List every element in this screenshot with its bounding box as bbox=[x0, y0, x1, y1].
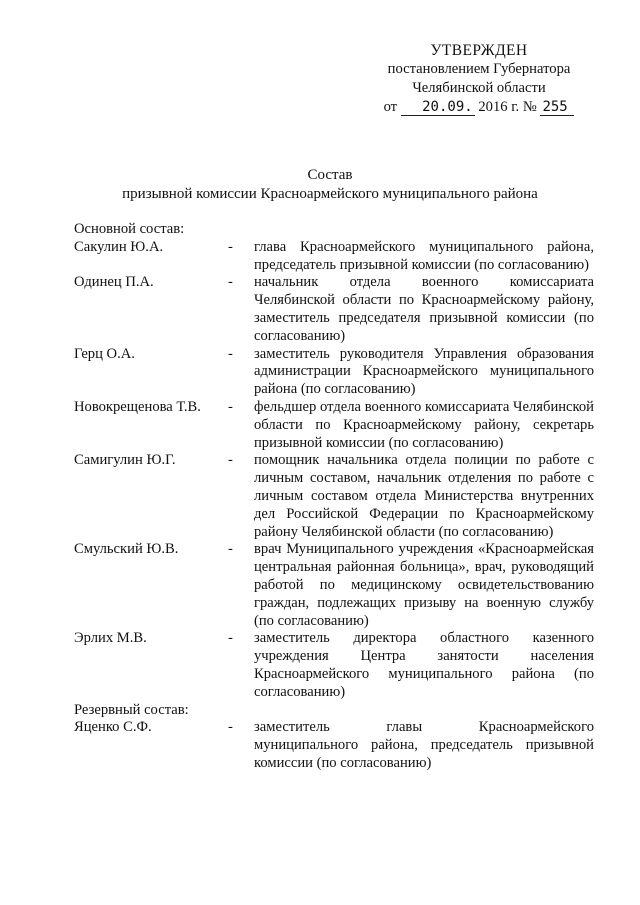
member-row bbox=[74, 399, 594, 452]
document-heading bbox=[70, 166, 590, 204]
approval-block bbox=[372, 41, 586, 117]
member-dash: - bbox=[228, 630, 233, 647]
member-role: заместитель директора областного казенного учреждения Центра занятости населения Красноармейского муниципального района (по согласованию) bbox=[254, 630, 594, 700]
date-year: 2016 г. bbox=[478, 99, 520, 115]
approval-line-region: Челябинской области bbox=[412, 80, 546, 96]
member-row bbox=[74, 541, 594, 630]
member-role: фельдшер отдела военного комиссариата Челябинской области по Красноармейскому району, секретарь призывной комиссии (по согласованию) bbox=[254, 398, 594, 451]
member-dash: - bbox=[228, 238, 233, 255]
member-dash: - bbox=[228, 541, 233, 558]
main-member-list bbox=[74, 239, 594, 702]
number-sign: № bbox=[522, 99, 537, 115]
member-name: Герц О.А. bbox=[74, 345, 135, 362]
member-row bbox=[74, 274, 594, 345]
member-row bbox=[74, 719, 594, 772]
member-row bbox=[74, 346, 594, 399]
member-row bbox=[74, 630, 594, 701]
reserve-member-list bbox=[74, 719, 594, 772]
heading-subtitle: призывной комиссии Красноармейского муниципального района bbox=[122, 186, 538, 202]
member-name: Смульский Ю.В. bbox=[74, 541, 179, 558]
member-role: помощник начальника отдела полиции по работе с личным составом, начальник отделения по работе с личным составом отдела Министерства внутренних дел Российской Федерации по Красноармейскому району Челябинской области (по согласованию) bbox=[254, 452, 594, 540]
approval-date-line bbox=[372, 98, 586, 117]
member-role: глава Красноармейского муниципального района, председатель призывной комиссии (по согласованию) bbox=[254, 238, 594, 273]
commission-list bbox=[74, 221, 594, 773]
member-row bbox=[74, 239, 594, 275]
approval-title: УТВЕРЖДЕН bbox=[430, 42, 528, 59]
approval-line-decree: постановлением Губернатора bbox=[387, 61, 571, 77]
member-dash: - bbox=[228, 274, 233, 291]
handwritten-number: 255 bbox=[540, 100, 574, 116]
reserve-composition-label: Резервный состав: bbox=[74, 701, 189, 718]
date-prefix: от bbox=[383, 99, 398, 115]
member-name: Яценко С.Ф. bbox=[74, 719, 152, 736]
handwritten-date: 20.09. bbox=[401, 100, 475, 116]
member-dash: - bbox=[228, 345, 233, 362]
member-dash: - bbox=[228, 719, 233, 736]
member-name: Эрлих М.В. bbox=[74, 630, 147, 647]
main-composition-label: Основной состав: bbox=[74, 221, 185, 237]
member-name: Сакулин Ю.А. bbox=[74, 238, 164, 255]
member-dash: - bbox=[228, 452, 233, 469]
heading-title: Состав bbox=[307, 167, 353, 183]
member-role: начальник отдела военного комиссариата Челябинской области по Красноармейскому району, заместитель председателя призывной комиссии (по согласованию) bbox=[254, 274, 594, 344]
member-name: Новокрещенова Т.В. bbox=[74, 398, 201, 415]
member-name: Самигулин Ю.Г. bbox=[74, 452, 176, 469]
member-role: врач Муниципального учреждения «Красноармейская центральная районная больница», врач, руководящий работой по медицинскому освидетельствованию граждан, подлежащих призыву на военную службу (по согласованию) bbox=[254, 541, 594, 629]
member-role: заместитель руководителя Управления образования администрации Красноармейского муниципального района (по согласованию) bbox=[254, 345, 594, 398]
member-row bbox=[74, 452, 594, 541]
member-dash: - bbox=[228, 398, 233, 415]
member-role: заместитель главы Красноармейского муниципального района, председатель призывной комиссии (по согласованию) bbox=[254, 719, 594, 771]
member-name: Одинец П.А. bbox=[74, 274, 154, 291]
